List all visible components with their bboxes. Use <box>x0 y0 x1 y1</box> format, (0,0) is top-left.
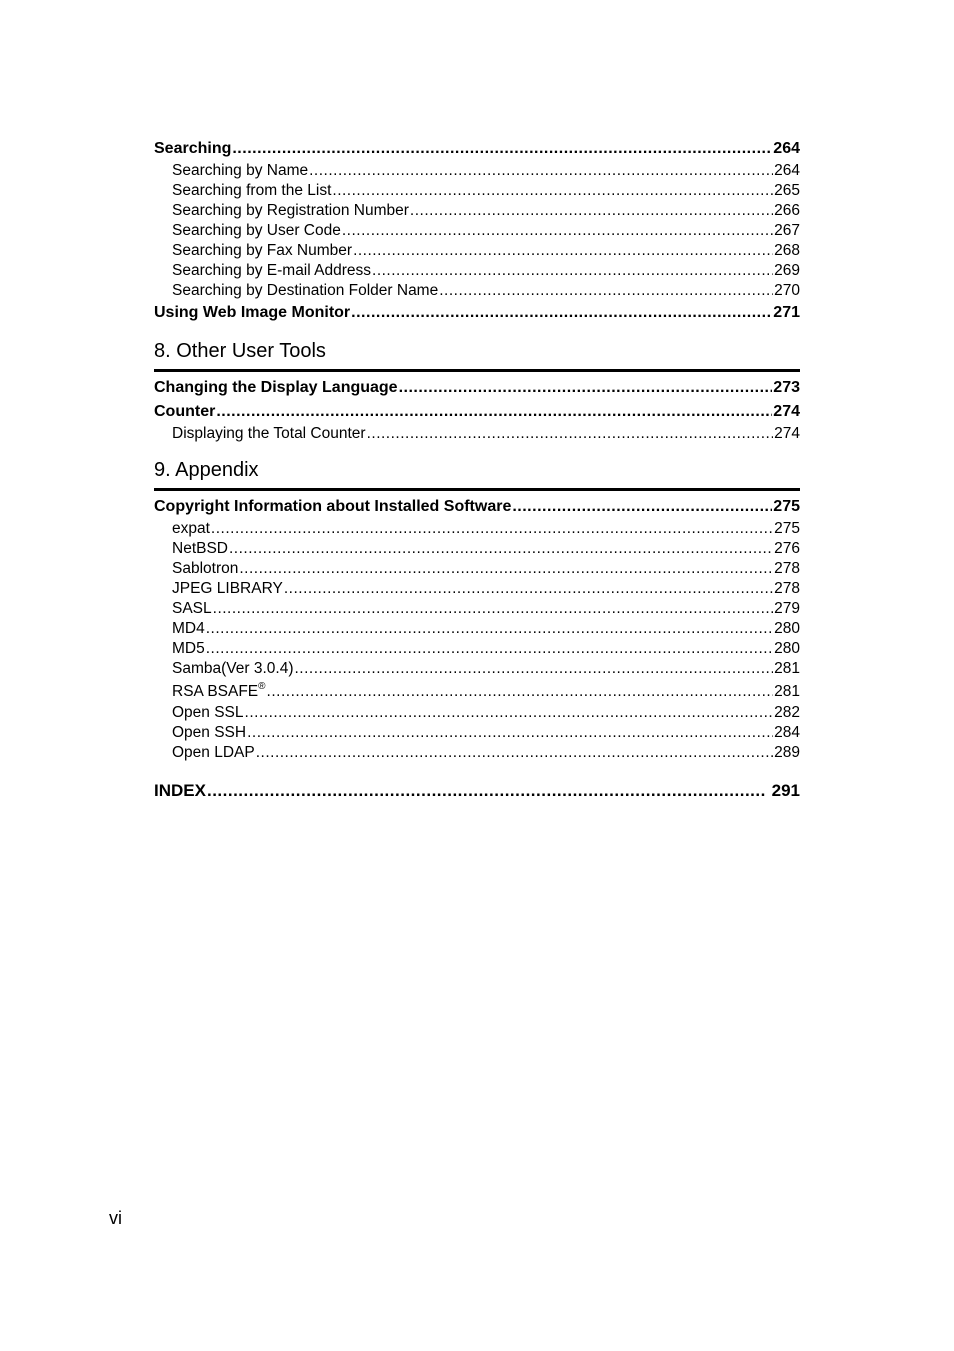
toc-entry-index[interactable]: INDEX ..... 291 <box>154 777 800 805</box>
toc-subentry[interactable]: Open SSH ..... 284 <box>154 723 800 743</box>
toc-subentry[interactable]: Searching from the List ..... 265 <box>154 181 800 201</box>
toc-subentry[interactable]: JPEG LIBRARY ..... 278 <box>154 579 800 599</box>
toc-subentry[interactable]: Open SSL ..... 282 <box>154 703 800 723</box>
toc-subentry[interactable]: Searching by Name ..... 264 <box>154 161 800 181</box>
toc-subentry[interactable]: Samba(Ver 3.0.4) ..... 281 <box>154 659 800 679</box>
toc-subentry[interactable]: Open LDAP ..... 289 <box>154 743 800 763</box>
toc-entry-counter[interactable]: Counter ..... 274 <box>154 400 800 424</box>
toc-entry-display-language[interactable]: Changing the Display Language ..... 273 <box>154 376 800 400</box>
toc-subentry-rsa-bsafe[interactable]: RSA BSAFE® ..... 281 <box>154 679 800 703</box>
chapter-heading-8[interactable]: 8. Other User Tools <box>154 339 800 372</box>
toc-entry-searching[interactable]: Searching ..... 264 <box>154 137 800 161</box>
toc-subentry[interactable]: SASL ..... 279 <box>154 599 800 619</box>
toc-subentry[interactable]: Searching by Destination Folder Name ..... 270 <box>154 281 800 301</box>
toc-subentry[interactable]: expat ..... 275 <box>154 519 800 539</box>
toc-subentry[interactable]: MD4 ..... 280 <box>154 619 800 639</box>
table-of-contents <box>154 137 800 805</box>
toc-subentry[interactable]: MD5 ..... 280 <box>154 639 800 659</box>
toc-subentry[interactable]: Searching by Fax Number ..... 268 <box>154 241 800 261</box>
toc-subentry[interactable]: Searching by Registration Number ..... 266 <box>154 201 800 221</box>
toc-subentry[interactable]: Searching by E-mail Address ..... 269 <box>154 261 800 281</box>
toc-subentry[interactable]: Displaying the Total Counter ..... 274 <box>154 424 800 444</box>
registered-mark: ® <box>258 681 266 692</box>
toc-entry-copyright[interactable]: Copyright Information about Installed Software ..... 275 <box>154 495 800 519</box>
chapter-heading-9[interactable]: 9. Appendix <box>154 458 800 491</box>
toc-subentry[interactable]: Searching by User Code ..... 267 <box>154 221 800 241</box>
toc-entry-web-image-monitor[interactable]: Using Web Image Monitor ..... 271 <box>154 301 800 325</box>
toc-subentry[interactable]: Sablotron ..... 278 <box>154 559 800 579</box>
toc-subentry[interactable]: NetBSD ..... 276 <box>154 539 800 559</box>
page-number: vi <box>109 1208 122 1228</box>
